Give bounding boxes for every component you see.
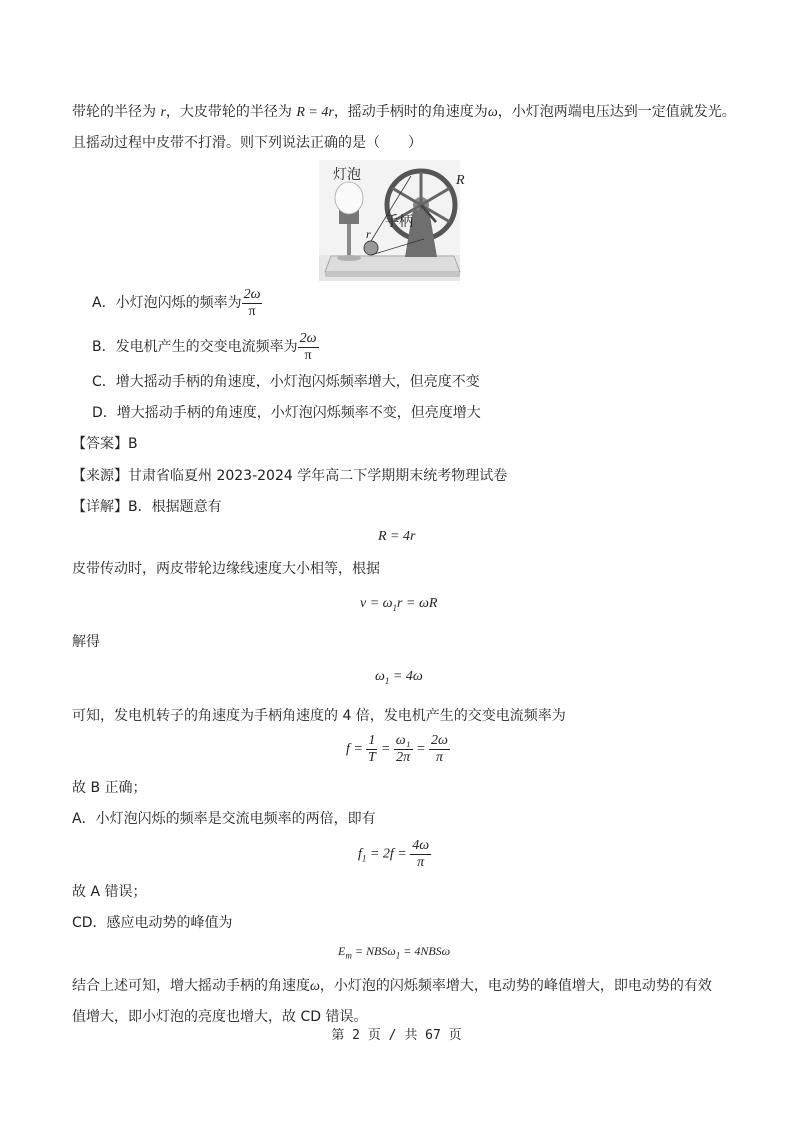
numerator: ω₁ xyxy=(395,733,411,748)
generator-figure xyxy=(319,160,465,281)
label-r: r xyxy=(366,227,371,241)
eq-part: v = ω xyxy=(360,596,393,611)
question-text: ，摇动手柄时的角速度为 xyxy=(333,104,488,120)
denominator: π xyxy=(435,750,443,765)
fraction-4omega-over-pi xyxy=(410,838,431,871)
equation-5 xyxy=(358,838,431,871)
denominator: π xyxy=(248,303,256,319)
detail-text-8: CD．感应电动势的峰值为 xyxy=(72,915,233,931)
option-a-text: A．小灯泡闪烁的频率为 xyxy=(92,295,242,311)
fraction-2omega-over-pi xyxy=(429,733,450,766)
label-R: R xyxy=(456,173,465,188)
eq-part: f = xyxy=(346,741,367,757)
eq-sub: 1 xyxy=(395,950,401,961)
detail-intro: 【详解】B．根据题意有 xyxy=(72,499,222,515)
fraction-1-over-T xyxy=(366,733,377,766)
label-handle: 手柄 xyxy=(385,214,413,230)
question-line-2: 且摇动过程中皮带不打滑。则下列说法正确的是（ ） xyxy=(72,135,422,151)
label-bulb: 灯泡 xyxy=(333,167,361,183)
option-c: C．增大摇动手柄的角速度，小灯泡闪烁频率增大，但亮度不变 xyxy=(92,374,480,390)
numerator: 1 xyxy=(368,733,376,748)
eq-part: = 4NBSω xyxy=(400,944,451,958)
detail-text-10: 值增大，即小灯泡的亮度也增大，故 CD 错误。 xyxy=(72,1009,368,1025)
denominator: T xyxy=(367,750,376,765)
detail-text: ，小灯泡的闪烁频率增大，电动势的峰值增大，即电动势的有效 xyxy=(319,978,712,994)
equation-6 xyxy=(338,944,450,960)
eq-part: = NBSω xyxy=(351,944,396,958)
detail-text-6: A．小灯泡闪烁的频率是交流电频率的两倍，即有 xyxy=(72,811,376,827)
answer: 【答案】B xyxy=(72,436,138,452)
detail-text: 结合上述可知，增大摇动手柄的角速度 xyxy=(72,978,310,994)
equals-sign: = xyxy=(416,741,426,757)
denominator: 2π xyxy=(396,750,411,765)
symbol-omega: ω xyxy=(310,979,320,994)
detail-text-4: 可知，发电机转子的角速度为手柄角速度的 4 倍，发电机产生的交变电流频率为 xyxy=(72,708,566,724)
symbol-omega: ω xyxy=(487,105,498,120)
eq-sub: 1 xyxy=(361,853,367,864)
option-d: D．增大摇动手柄的角速度，小灯泡闪烁频率不变，但亮度增大 xyxy=(92,405,481,421)
question-text: ，大皮带轮的半径为 xyxy=(165,104,297,120)
option-b xyxy=(92,330,319,364)
question-text: 带轮的半径为 xyxy=(72,104,161,120)
eq-part: = 2f = xyxy=(366,846,411,862)
eq-part: = 4ω xyxy=(389,669,423,684)
option-b-fraction xyxy=(298,331,319,364)
source: 【来源】甘肃省临夏州 2023-2024 学年高二下学期期末统考物理试卷 xyxy=(72,468,508,484)
option-a-fraction xyxy=(242,287,263,320)
equation-4 xyxy=(346,733,450,766)
denominator: π xyxy=(304,347,312,363)
numerator: 4ω xyxy=(412,838,430,853)
detail-text-9 xyxy=(72,976,712,997)
eq-sub: m xyxy=(345,950,352,961)
question-line-1 xyxy=(72,102,736,123)
eq-part: E xyxy=(338,944,346,958)
detail-text-7: 故 A 错误； xyxy=(72,884,147,900)
equation-inline: R = 4r xyxy=(296,105,334,120)
detail-text-2: 皮带传动时，两皮带轮边缘线速度大小相等，根据 xyxy=(72,561,380,577)
option-a xyxy=(92,286,262,320)
numerator: 2ω xyxy=(243,286,261,302)
detail-text-5: 故 B 正确； xyxy=(72,780,147,796)
option-b-text: B．发电机产生的交变电流频率为 xyxy=(92,339,298,355)
question-text: ，小灯泡两端电压达到一定值就发光。 xyxy=(497,104,736,120)
eq-sub: 1 xyxy=(392,602,398,613)
equals-sign: = xyxy=(380,741,391,757)
page-footer: 第 2 页 / 共 67 页 xyxy=(331,1028,462,1043)
eq-part: r = ωR xyxy=(397,596,438,611)
symbol-r: r xyxy=(160,105,166,120)
eq-part: f xyxy=(358,846,362,862)
equation-3 xyxy=(375,669,423,686)
eq-sub: 1 xyxy=(384,675,390,686)
equation-2 xyxy=(360,596,437,613)
eq-part: ω xyxy=(375,669,385,684)
numerator: 2ω xyxy=(299,330,317,346)
equation-1: R = 4r xyxy=(378,529,416,544)
denominator: π xyxy=(417,855,425,870)
fraction-omega1-over-2pi xyxy=(394,733,413,766)
numerator: 2ω xyxy=(431,733,448,748)
detail-text-3: 解得 xyxy=(72,634,100,650)
